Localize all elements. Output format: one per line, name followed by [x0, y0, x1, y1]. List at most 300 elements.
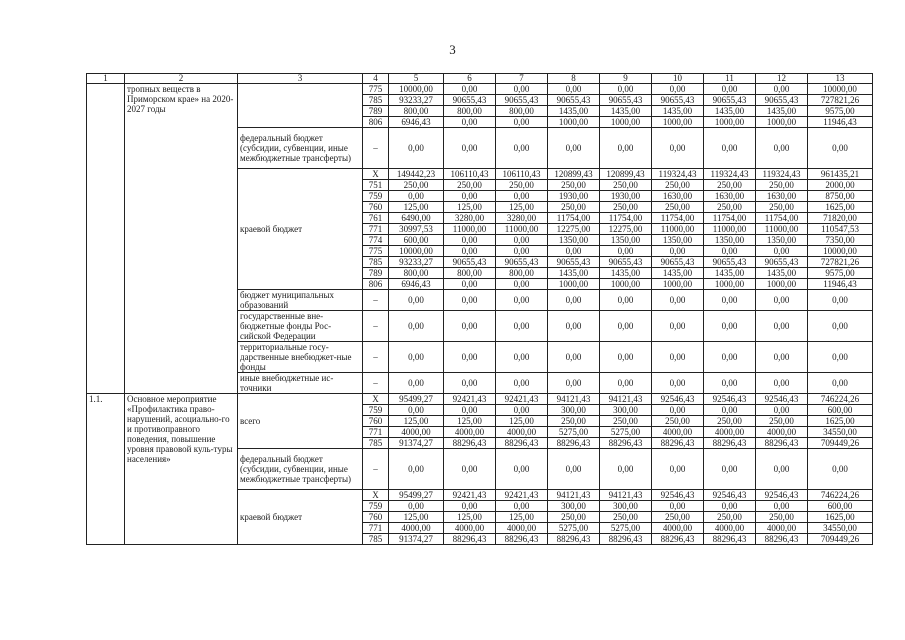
- value-cell: 90655,43: [652, 95, 704, 106]
- code-cell: –: [363, 128, 389, 169]
- value-cell: 300,00: [600, 501, 652, 512]
- value-cell: 250,00: [548, 202, 600, 213]
- table-body: [87, 74, 873, 545]
- value-cell: 88296,43: [756, 438, 808, 449]
- value-cell: 0,00: [389, 128, 444, 169]
- code-cell: –: [363, 290, 389, 311]
- value-cell: 0,00: [808, 342, 873, 373]
- value-cell: 250,00: [600, 202, 652, 213]
- value-cell: 600,00: [808, 501, 873, 512]
- value-cell: 0,00: [704, 342, 756, 373]
- value-cell: 1930,00: [600, 191, 652, 202]
- value-cell: 0,00: [704, 246, 756, 257]
- value-cell: 0,00: [444, 117, 496, 128]
- value-cell: 250,00: [600, 416, 652, 427]
- value-cell: 92421,43: [496, 394, 548, 405]
- value-cell: 250,00: [652, 202, 704, 213]
- value-cell: 1000,00: [756, 117, 808, 128]
- value-cell: 90655,43: [652, 257, 704, 268]
- value-cell: 709449,26: [808, 534, 873, 545]
- value-cell: 4000,00: [389, 523, 444, 534]
- value-cell: 1930,00: [548, 191, 600, 202]
- value-cell: 0,00: [600, 311, 652, 342]
- value-cell: 1435,00: [756, 106, 808, 117]
- value-cell: 10000,00: [808, 246, 873, 257]
- value-cell: 92546,43: [704, 490, 756, 501]
- value-cell: 1435,00: [600, 106, 652, 117]
- value-cell: 90655,43: [756, 95, 808, 106]
- value-cell: 125,00: [496, 202, 548, 213]
- value-cell: 0,00: [496, 246, 548, 257]
- value-cell: 10000,00: [808, 84, 873, 95]
- value-cell: 95499,27: [389, 394, 444, 405]
- value-cell: 0,00: [808, 449, 873, 490]
- value-cell: 1350,00: [704, 235, 756, 246]
- value-cell: 300,00: [548, 501, 600, 512]
- funding-source-cell: краевой бюджет: [238, 490, 363, 545]
- value-cell: 1000,00: [652, 279, 704, 290]
- value-cell: 250,00: [496, 180, 548, 191]
- column-header: 3: [238, 74, 363, 84]
- value-cell: 0,00: [444, 279, 496, 290]
- value-cell: 0,00: [444, 191, 496, 202]
- value-cell: 11000,00: [704, 224, 756, 235]
- value-cell: 0,00: [756, 311, 808, 342]
- value-cell: 1625,00: [808, 202, 873, 213]
- value-cell: 800,00: [389, 268, 444, 279]
- value-cell: 4000,00: [444, 427, 496, 438]
- value-cell: 92546,43: [704, 394, 756, 405]
- value-cell: 88296,43: [652, 534, 704, 545]
- value-cell: 0,00: [704, 128, 756, 169]
- value-cell: 800,00: [444, 106, 496, 117]
- value-cell: 0,00: [389, 373, 444, 394]
- value-cell: 709449,26: [808, 438, 873, 449]
- budget-table: [86, 73, 873, 545]
- value-cell: 92546,43: [652, 490, 704, 501]
- value-cell: 6946,43: [389, 117, 444, 128]
- value-cell: 125,00: [496, 512, 548, 523]
- value-cell: 11000,00: [496, 224, 548, 235]
- code-cell: 785: [363, 257, 389, 268]
- value-cell: 1350,00: [600, 235, 652, 246]
- value-cell: 0,00: [756, 449, 808, 490]
- value-cell: 9575,00: [808, 268, 873, 279]
- value-cell: 0,00: [808, 311, 873, 342]
- value-cell: 0,00: [444, 373, 496, 394]
- value-cell: 0,00: [756, 405, 808, 416]
- value-cell: 4000,00: [652, 523, 704, 534]
- value-cell: 0,00: [652, 405, 704, 416]
- value-cell: 0,00: [496, 342, 548, 373]
- column-header: 12: [756, 74, 808, 84]
- value-cell: 94121,43: [600, 394, 652, 405]
- value-cell: 95499,27: [389, 490, 444, 501]
- value-cell: 8750,00: [808, 191, 873, 202]
- value-cell: 727821,26: [808, 257, 873, 268]
- value-cell: 88296,43: [548, 438, 600, 449]
- value-cell: 4000,00: [389, 427, 444, 438]
- value-cell: 92546,43: [756, 490, 808, 501]
- value-cell: 0,00: [496, 290, 548, 311]
- value-cell: 149442,23: [389, 169, 444, 180]
- value-cell: 125,00: [444, 202, 496, 213]
- value-cell: 0,00: [389, 191, 444, 202]
- code-cell: –: [363, 373, 389, 394]
- value-cell: 0,00: [496, 235, 548, 246]
- code-cell: 785: [363, 438, 389, 449]
- funding-source-cell: федеральный бюджет (субсидии, субвенции, иные межбюджетные трансферты): [238, 449, 363, 490]
- column-header: 1: [87, 74, 125, 84]
- value-cell: 91374,27: [389, 438, 444, 449]
- code-cell: Х: [363, 490, 389, 501]
- value-cell: 600,00: [808, 405, 873, 416]
- value-cell: 92421,43: [444, 490, 496, 501]
- value-cell: 1625,00: [808, 416, 873, 427]
- column-header: 7: [496, 74, 548, 84]
- value-cell: 110547,53: [808, 224, 873, 235]
- value-cell: 0,00: [652, 290, 704, 311]
- value-cell: 11754,00: [548, 213, 600, 224]
- value-cell: 94121,43: [548, 490, 600, 501]
- header-row: [87, 74, 873, 84]
- value-cell: 90655,43: [704, 95, 756, 106]
- value-cell: 0,00: [389, 449, 444, 490]
- value-cell: 0,00: [704, 84, 756, 95]
- code-cell: 785: [363, 534, 389, 545]
- value-cell: 125,00: [389, 512, 444, 523]
- value-cell: 250,00: [548, 512, 600, 523]
- value-cell: 4000,00: [704, 523, 756, 534]
- column-header: 11: [704, 74, 756, 84]
- value-cell: 1000,00: [756, 279, 808, 290]
- value-cell: 10000,00: [389, 84, 444, 95]
- funding-source-cell: государственные вне-бюджетные фонды Рос-сийской Федерации: [238, 311, 363, 342]
- value-cell: 0,00: [704, 311, 756, 342]
- row-number-cell: 1.1.: [87, 394, 125, 545]
- value-cell: 6946,43: [389, 279, 444, 290]
- value-cell: 1625,00: [808, 512, 873, 523]
- row-number-cell: [87, 84, 125, 394]
- value-cell: 93233,27: [389, 95, 444, 106]
- code-cell: 771: [363, 224, 389, 235]
- value-cell: 12275,00: [600, 224, 652, 235]
- value-cell: 0,00: [496, 84, 548, 95]
- column-header: 5: [389, 74, 444, 84]
- value-cell: 250,00: [756, 512, 808, 523]
- column-header: 2: [125, 74, 238, 84]
- funding-source-cell: краевой бюджет: [238, 169, 363, 290]
- value-cell: 1435,00: [600, 268, 652, 279]
- value-cell: 94121,43: [548, 394, 600, 405]
- code-cell: 760: [363, 202, 389, 213]
- value-cell: 0,00: [444, 235, 496, 246]
- value-cell: 88296,43: [496, 438, 548, 449]
- value-cell: 125,00: [496, 416, 548, 427]
- value-cell: 250,00: [600, 512, 652, 523]
- value-cell: 0,00: [496, 501, 548, 512]
- value-cell: 90655,43: [756, 257, 808, 268]
- value-cell: 0,00: [652, 246, 704, 257]
- value-cell: 11000,00: [444, 224, 496, 235]
- value-cell: 90655,43: [548, 257, 600, 268]
- value-cell: 250,00: [652, 512, 704, 523]
- value-cell: 5275,00: [600, 523, 652, 534]
- value-cell: 5275,00: [548, 523, 600, 534]
- value-cell: 88296,43: [444, 438, 496, 449]
- value-cell: 0,00: [704, 373, 756, 394]
- code-cell: 761: [363, 213, 389, 224]
- value-cell: 90655,43: [496, 257, 548, 268]
- program-name-cell: тропных веществ в Приморском крае» на 2020-2027 годы: [125, 84, 238, 394]
- value-cell: 3280,00: [496, 213, 548, 224]
- code-cell: Х: [363, 169, 389, 180]
- code-cell: 775: [363, 84, 389, 95]
- value-cell: 800,00: [496, 106, 548, 117]
- value-cell: 1435,00: [756, 268, 808, 279]
- value-cell: 0,00: [444, 311, 496, 342]
- value-cell: 0,00: [389, 342, 444, 373]
- value-cell: 90655,43: [704, 257, 756, 268]
- value-cell: 94121,43: [600, 490, 652, 501]
- value-cell: 1435,00: [704, 268, 756, 279]
- value-cell: 5275,00: [548, 427, 600, 438]
- funding-source-cell: бюджет муниципальных образований: [238, 290, 363, 311]
- value-cell: 600,00: [389, 235, 444, 246]
- value-cell: 119324,43: [704, 169, 756, 180]
- value-cell: 90655,43: [496, 95, 548, 106]
- value-cell: 0,00: [600, 373, 652, 394]
- value-cell: 10000,00: [389, 246, 444, 257]
- value-cell: 125,00: [444, 416, 496, 427]
- page-number: 3: [449, 42, 456, 57]
- value-cell: 0,00: [548, 128, 600, 169]
- value-cell: 34550,00: [808, 427, 873, 438]
- value-cell: 0,00: [756, 342, 808, 373]
- value-cell: 88296,43: [704, 534, 756, 545]
- funding-source-cell: территориальные госу-дарственные внебюджет-ные фонды: [238, 342, 363, 373]
- value-cell: 961435,21: [808, 169, 873, 180]
- value-cell: 1435,00: [704, 106, 756, 117]
- value-cell: 0,00: [548, 373, 600, 394]
- value-cell: 0,00: [756, 290, 808, 311]
- value-cell: 90655,43: [600, 95, 652, 106]
- value-cell: 92546,43: [756, 394, 808, 405]
- value-cell: 88296,43: [704, 438, 756, 449]
- value-cell: 0,00: [548, 449, 600, 490]
- value-cell: 0,00: [808, 373, 873, 394]
- value-cell: 120899,43: [600, 169, 652, 180]
- value-cell: 800,00: [496, 268, 548, 279]
- value-cell: 88296,43: [756, 534, 808, 545]
- value-cell: 0,00: [389, 290, 444, 311]
- code-cell: 806: [363, 279, 389, 290]
- value-cell: 0,00: [756, 501, 808, 512]
- value-cell: 0,00: [756, 246, 808, 257]
- value-cell: 1000,00: [704, 117, 756, 128]
- value-cell: 1630,00: [652, 191, 704, 202]
- value-cell: 90655,43: [444, 257, 496, 268]
- value-cell: 4000,00: [444, 523, 496, 534]
- value-cell: 11946,43: [808, 117, 873, 128]
- funding-source-cell: федеральный бюджет (субсидии, субвенции, иные межбюджетные трансферты): [238, 128, 363, 169]
- value-cell: 11000,00: [756, 224, 808, 235]
- value-cell: 0,00: [444, 501, 496, 512]
- value-cell: 0,00: [496, 128, 548, 169]
- value-cell: 800,00: [444, 268, 496, 279]
- value-cell: 1000,00: [652, 117, 704, 128]
- value-cell: 0,00: [548, 290, 600, 311]
- value-cell: 0,00: [652, 449, 704, 490]
- value-cell: 0,00: [704, 290, 756, 311]
- value-cell: 0,00: [548, 246, 600, 257]
- value-cell: 0,00: [600, 128, 652, 169]
- value-cell: 119324,43: [756, 169, 808, 180]
- value-cell: 250,00: [756, 180, 808, 191]
- code-cell: 759: [363, 405, 389, 416]
- program-name-cell: Основное мероприятие «Профилактика право-нарушений, асоциально-го и противоправного поведения, повышение уровня правовой куль-туры населения»: [125, 394, 238, 545]
- value-cell: 90655,43: [548, 95, 600, 106]
- value-cell: 0,00: [756, 373, 808, 394]
- value-cell: 92546,43: [652, 394, 704, 405]
- value-cell: 0,00: [389, 501, 444, 512]
- code-cell: 785: [363, 95, 389, 106]
- code-cell: 759: [363, 501, 389, 512]
- value-cell: 4000,00: [756, 523, 808, 534]
- value-cell: 0,00: [600, 84, 652, 95]
- value-cell: 11000,00: [652, 224, 704, 235]
- value-cell: 300,00: [600, 405, 652, 416]
- value-cell: 0,00: [652, 84, 704, 95]
- value-cell: 800,00: [389, 106, 444, 117]
- column-header: 13: [808, 74, 873, 84]
- value-cell: 125,00: [389, 416, 444, 427]
- column-header: 10: [652, 74, 704, 84]
- value-cell: 93233,27: [389, 257, 444, 268]
- value-cell: 34550,00: [808, 523, 873, 534]
- code-cell: –: [363, 311, 389, 342]
- funding-source-cell: всего: [238, 394, 363, 449]
- funding-source-cell: [238, 84, 363, 128]
- value-cell: 88296,43: [600, 534, 652, 545]
- value-cell: 120899,43: [548, 169, 600, 180]
- value-cell: 250,00: [444, 180, 496, 191]
- code-cell: 774: [363, 235, 389, 246]
- value-cell: 1000,00: [600, 117, 652, 128]
- value-cell: 0,00: [652, 128, 704, 169]
- value-cell: 92421,43: [444, 394, 496, 405]
- value-cell: 91374,27: [389, 534, 444, 545]
- value-cell: 0,00: [600, 246, 652, 257]
- value-cell: 1350,00: [548, 235, 600, 246]
- value-cell: 0,00: [496, 405, 548, 416]
- value-cell: 106110,43: [444, 169, 496, 180]
- value-cell: 88296,43: [548, 534, 600, 545]
- value-cell: 12275,00: [548, 224, 600, 235]
- value-cell: 4000,00: [652, 427, 704, 438]
- value-cell: 250,00: [652, 416, 704, 427]
- value-cell: 0,00: [704, 405, 756, 416]
- value-cell: 88296,43: [496, 534, 548, 545]
- value-cell: 0,00: [600, 449, 652, 490]
- column-header: 6: [444, 74, 496, 84]
- value-cell: 0,00: [548, 311, 600, 342]
- table-row: [87, 394, 873, 405]
- value-cell: 0,00: [496, 191, 548, 202]
- value-cell: 1000,00: [704, 279, 756, 290]
- value-cell: 88296,43: [652, 438, 704, 449]
- value-cell: 0,00: [444, 342, 496, 373]
- value-cell: 71820,00: [808, 213, 873, 224]
- value-cell: 1435,00: [548, 106, 600, 117]
- code-cell: 775: [363, 246, 389, 257]
- value-cell: 250,00: [756, 202, 808, 213]
- value-cell: 250,00: [652, 180, 704, 191]
- value-cell: 1630,00: [756, 191, 808, 202]
- value-cell: 7350,00: [808, 235, 873, 246]
- value-cell: 0,00: [808, 128, 873, 169]
- value-cell: 746224,26: [808, 490, 873, 501]
- value-cell: 0,00: [652, 373, 704, 394]
- value-cell: 4000,00: [496, 427, 548, 438]
- value-cell: 0,00: [444, 128, 496, 169]
- value-cell: 6490,00: [389, 213, 444, 224]
- value-cell: 1435,00: [652, 268, 704, 279]
- value-cell: 106110,43: [496, 169, 548, 180]
- value-cell: 0,00: [600, 342, 652, 373]
- code-cell: 789: [363, 268, 389, 279]
- code-cell: Х: [363, 394, 389, 405]
- value-cell: 0,00: [444, 290, 496, 311]
- value-cell: 250,00: [548, 180, 600, 191]
- value-cell: 250,00: [548, 416, 600, 427]
- value-cell: 727821,26: [808, 95, 873, 106]
- value-cell: 1350,00: [652, 235, 704, 246]
- value-cell: 0,00: [808, 290, 873, 311]
- value-cell: 0,00: [756, 84, 808, 95]
- value-cell: 1000,00: [548, 117, 600, 128]
- value-cell: 0,00: [389, 311, 444, 342]
- value-cell: 746224,26: [808, 394, 873, 405]
- value-cell: 0,00: [389, 405, 444, 416]
- value-cell: 0,00: [496, 373, 548, 394]
- value-cell: 3280,00: [444, 213, 496, 224]
- value-cell: 88296,43: [600, 438, 652, 449]
- code-cell: 789: [363, 106, 389, 117]
- funding-source-cell: иные внебюджетные ис-точники: [238, 373, 363, 394]
- value-cell: 0,00: [548, 84, 600, 95]
- code-cell: 759: [363, 191, 389, 202]
- value-cell: 0,00: [496, 279, 548, 290]
- value-cell: 250,00: [704, 202, 756, 213]
- value-cell: 0,00: [444, 246, 496, 257]
- value-cell: 9575,00: [808, 106, 873, 117]
- column-header: 4: [363, 74, 389, 84]
- value-cell: 90655,43: [600, 257, 652, 268]
- value-cell: 11946,43: [808, 279, 873, 290]
- value-cell: 250,00: [600, 180, 652, 191]
- value-cell: 1435,00: [652, 106, 704, 117]
- value-cell: 30997,53: [389, 224, 444, 235]
- value-cell: 0,00: [496, 117, 548, 128]
- value-cell: 0,00: [444, 449, 496, 490]
- value-cell: 1000,00: [600, 279, 652, 290]
- value-cell: 88296,43: [444, 534, 496, 545]
- column-header: 9: [600, 74, 652, 84]
- value-cell: 250,00: [389, 180, 444, 191]
- value-cell: 250,00: [704, 512, 756, 523]
- value-cell: 11754,00: [756, 213, 808, 224]
